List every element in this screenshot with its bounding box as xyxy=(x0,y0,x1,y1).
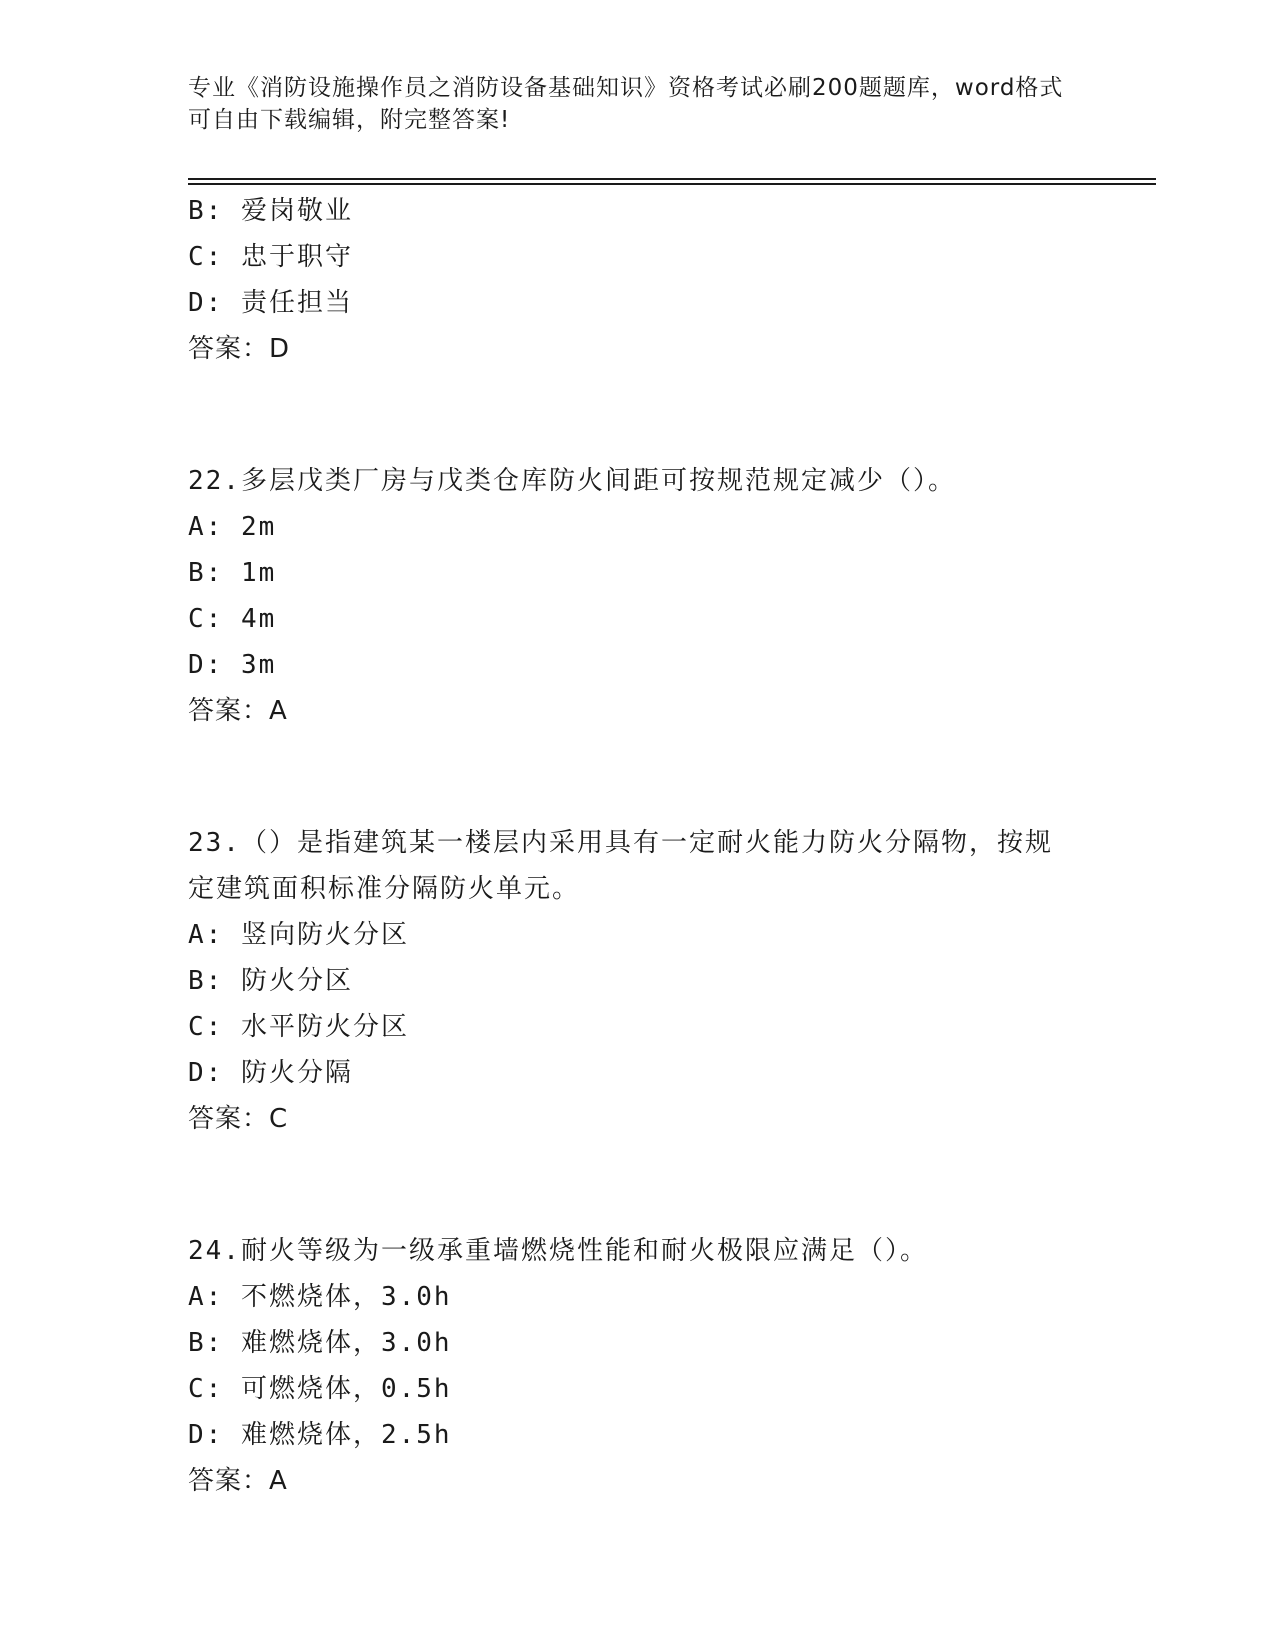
spacer xyxy=(188,372,1088,458)
question-22 xyxy=(188,458,1088,734)
option-d: D: 难燃烧体，2.5h xyxy=(188,1420,452,1450)
option-b: B: 防火分区 xyxy=(188,966,353,996)
option-c: C: 忠于职守 xyxy=(188,242,353,272)
header-divider-top xyxy=(188,178,1156,180)
question-21-partial xyxy=(188,188,1088,372)
option-c: C: 可燃烧体，0.5h xyxy=(188,1374,452,1404)
question-text: 24.耐火等级为一级承重墙燃烧性能和耐火极限应满足（）。 xyxy=(188,1236,928,1266)
option-c: C: 4m xyxy=(188,604,277,634)
option-d: D: 责任担当 xyxy=(188,288,353,318)
answer-line: 答案：D xyxy=(188,334,291,364)
spacer xyxy=(188,1142,1088,1228)
question-text-line-2: 定建筑面积标准分隔防火单元。 xyxy=(188,874,581,904)
option-b: B: 1m xyxy=(188,558,277,588)
header-divider-bottom xyxy=(188,183,1156,185)
option-c: C: 水平防火分区 xyxy=(188,1012,409,1042)
answer-line: 答案：A xyxy=(188,1466,288,1496)
question-text-line-1: 23.（）是指建筑某一楼层内采用具有一定耐火能力防火分隔物，按规 xyxy=(188,828,1053,858)
option-a: A: 2m xyxy=(188,512,277,542)
document-header: 专业《消防设施操作员之消防设备基础知识》资格考试必刷200题题库，word格式可自由下载编辑，附完整答案! xyxy=(188,75,1064,133)
option-d: D: 防火分隔 xyxy=(188,1058,353,1088)
spacer xyxy=(188,734,1088,820)
question-23 xyxy=(188,820,1088,1142)
answer-line: 答案：C xyxy=(188,1104,289,1134)
option-d: D: 3m xyxy=(188,650,277,680)
option-b: B: 难燃烧体，3.0h xyxy=(188,1328,452,1358)
option-a: A: 不燃烧体，3.0h xyxy=(188,1282,452,1312)
question-list xyxy=(188,188,1088,1504)
question-24 xyxy=(188,1228,1088,1504)
answer-line: 答案：A xyxy=(188,696,288,726)
option-b: B: 爱岗敬业 xyxy=(188,196,353,226)
question-text: 22.多层戊类厂房与戊类仓库防火间距可按规范规定减少（）。 xyxy=(188,466,956,496)
option-a: A: 竖向防火分区 xyxy=(188,920,409,950)
